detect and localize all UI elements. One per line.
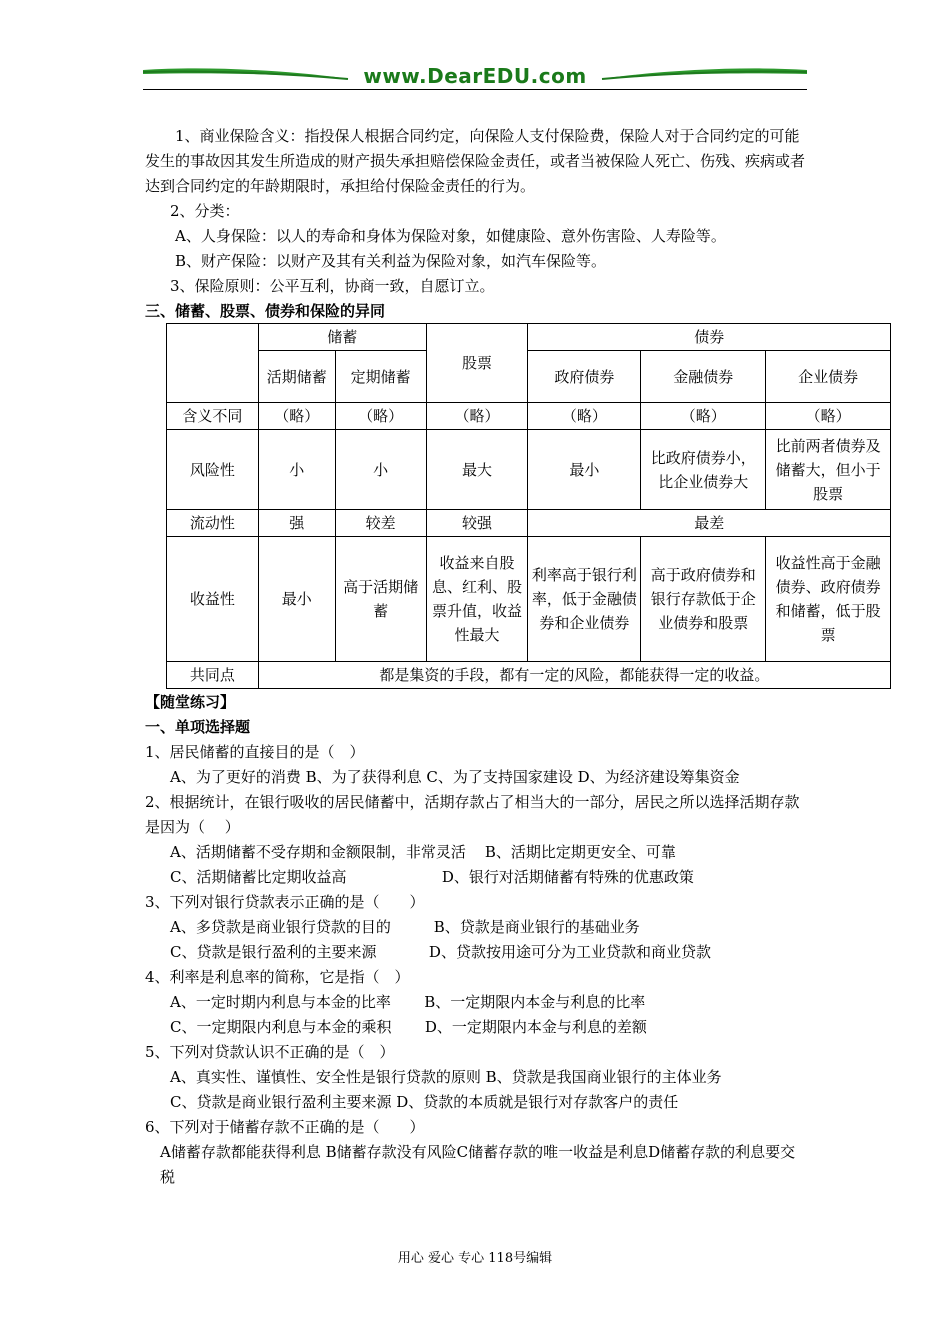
row-label: 风险性 <box>167 430 259 510</box>
single-choice-heading: 一、单项选择题 <box>145 718 251 736</box>
intro-section <box>145 124 807 324</box>
corner-cell <box>167 324 259 403</box>
comparison-table <box>166 323 891 689</box>
row-label: 流动性 <box>167 510 259 537</box>
insurance-principles: 3、保险原则：公平互利，协商一致，自愿订立。 <box>170 277 495 295</box>
site-logo-text: www.DearEDU.com <box>363 64 587 88</box>
cell: 高于政府债券和银行存款低于企业债券和股票 <box>641 537 766 662</box>
cell: 比前两者债券及储蓄大，但小于股票 <box>766 430 891 510</box>
question-6: 6、下列对于储蓄存款不正确的是（ ） <box>145 1118 425 1136</box>
cell: 最小 <box>528 430 641 510</box>
question-3: 3、下列对银行贷款表示正确的是（ ） <box>145 893 425 911</box>
question-2: 2、根据统计，在银行吸收的居民储蓄中，活期存款占了相当大的一部分，居民之所以选择活期存款是因为（ ） <box>145 793 800 836</box>
classification-heading: 2、分类： <box>170 202 240 220</box>
cell: （略） <box>335 403 426 430</box>
question-3-options-ab: A、多贷款是商业银行贷款的目的 B、贷款是商业银行的基础业务 <box>170 918 640 936</box>
cell: 最大 <box>426 430 528 510</box>
question-2-options-cd: C、活期储蓄比定期收益高 D、银行对活期储蓄有特殊的优惠政策 <box>170 868 694 886</box>
table-row <box>167 537 891 662</box>
page-footer: 用心 爱心 专心 118号编辑 <box>397 1251 553 1266</box>
table-row <box>167 430 891 510</box>
personal-insurance: A、人身保险：以人的寿命和身体为保险对象，如健康险、意外伤害险、人寿险等。 <box>175 227 726 245</box>
question-1: 1、居民储蓄的直接目的是（ ） <box>145 743 365 761</box>
table-row <box>167 662 891 689</box>
question-4: 4、利率是利息率的简称，它是指（ ） <box>145 968 410 986</box>
property-insurance: B、财产保险：以财产及其有关利益为保险对象，如汽车保险等。 <box>175 252 607 270</box>
cell: 强 <box>258 510 335 537</box>
header-corp-bonds: 企业债券 <box>766 351 891 403</box>
cell: （略） <box>641 403 766 430</box>
header-bonds: 债券 <box>528 324 891 351</box>
table-row <box>167 351 891 403</box>
question-5-options-cd: C、贷款是商业银行盈利主要来源 D、贷款的本质就是银行对存款客户的责任 <box>170 1093 679 1111</box>
cell: 利率高于银行利率，低于金融债券和企业债券 <box>528 537 641 662</box>
question-4-options-ab: A、一定时期内利息与本金的比率 B、一定期限内本金与利息的比率 <box>170 993 646 1011</box>
cell: 小 <box>335 430 426 510</box>
exercises-section <box>145 690 807 1190</box>
header-gov-bonds: 政府债券 <box>528 351 641 403</box>
cell: 比政府债券小，比企业债券大 <box>641 430 766 510</box>
question-5-options-ab: A、真实性、谨慎性、安全性是银行贷款的原则 B、贷款是我国商业银行的主体业务 <box>170 1068 722 1086</box>
question-1-options: A、为了更好的消费 B、为了获得利息 C、为了支持国家建设 D、为经济建设筹集资金 <box>170 768 740 786</box>
header-rule <box>143 89 807 90</box>
cell: 较差 <box>335 510 426 537</box>
cell: 最差 <box>528 510 891 537</box>
row-label: 含义不同 <box>167 403 259 430</box>
cell: 较强 <box>426 510 528 537</box>
cell: 收益来自股息、红利、股票升值，收益性最大 <box>426 537 528 662</box>
header-fin-bonds: 金融债券 <box>641 351 766 403</box>
cell: 高于活期储蓄 <box>335 537 426 662</box>
header-fixed-savings: 定期储蓄 <box>335 351 426 403</box>
row-label: 共同点 <box>167 662 259 689</box>
row-label: 收益性 <box>167 537 259 662</box>
section-3-title: 三、储蓄、股票、债券和保险的异同 <box>145 302 386 320</box>
question-2-options-ab: A、活期储蓄不受存期和金额限制，非常灵活 B、活期比定期更安全、可靠 <box>170 843 676 861</box>
insurance-definition: 1、商业保险含义：指投保人根据合同约定，向保险人支付保险费，保险人对于合同约定的可能发生的事故因其发生所造成的财产损失承担赔偿保险金责任，或者当被保险人死亡、伤残、疾病或者达到合同约定的年龄期限时，承担给付保险金责任的行为。 <box>145 127 806 195</box>
cell: （略） <box>528 403 641 430</box>
question-5: 5、下列对贷款认识不正确的是（ ） <box>145 1043 395 1061</box>
table-row <box>167 510 891 537</box>
table-row <box>167 324 891 351</box>
page-header <box>143 62 807 92</box>
header-stock: 股票 <box>426 324 528 403</box>
header-current-savings: 活期储蓄 <box>258 351 335 403</box>
cell: （略） <box>426 403 528 430</box>
cell: （略） <box>258 403 335 430</box>
exercises-title: 【随堂练习】 <box>145 693 236 711</box>
cell: 最小 <box>258 537 335 662</box>
question-6-options: A储蓄存款都能获得利息 B储蓄存款没有风险C储蓄存款的唯一收益是利息D储蓄存款的利息要交税 <box>160 1143 796 1186</box>
table-row <box>167 403 891 430</box>
question-4-options-cd: C、一定期限内利息与本金的乘积 D、一定期限内本金与利息的差额 <box>170 1018 647 1036</box>
cell: 都是集资的手段，都有一定的风险，都能获得一定的收益。 <box>258 662 890 689</box>
question-3-options-cd: C、贷款是银行盈利的主要来源 D、贷款按用途可分为工业贷款和商业贷款 <box>170 943 711 961</box>
cell: （略） <box>766 403 891 430</box>
header-savings: 储蓄 <box>258 324 426 351</box>
cell: 收益性高于金融债券、政府债券和储蓄，低于股票 <box>766 537 891 662</box>
cell: 小 <box>258 430 335 510</box>
